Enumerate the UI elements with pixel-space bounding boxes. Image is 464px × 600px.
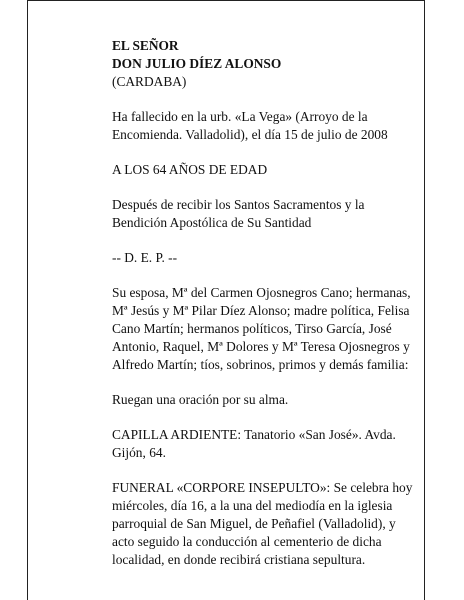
prayer-statement bbox=[112, 391, 452, 409]
funeral-line: acto seguido la conducción al cementerio de dicha bbox=[112, 534, 382, 549]
sacraments-statement bbox=[112, 196, 452, 232]
rip-statement bbox=[112, 249, 452, 267]
family-line: Alfredo Martín; tíos, sobrinos, primos y demás familia: bbox=[112, 357, 409, 372]
chapel-line: CAPILLA ARDIENTE: Tanatorio «San José». Avda. bbox=[112, 427, 396, 442]
family-line: Cano Martín; hermanos políticos, Tirso García, José bbox=[112, 321, 392, 336]
funeral-statement bbox=[112, 479, 452, 569]
funeral-line: localidad, en donde recibirá cristiana sepultura. bbox=[112, 552, 366, 567]
sacraments-line: Después de recibir los Santos Sacramentos y la bbox=[112, 197, 365, 212]
funeral-line: miércoles, día 16, a la una del mediodía en la iglesia bbox=[112, 498, 393, 513]
family-line: Antonio, Raquel, Mª Dolores y Mª Teresa Ojosnegros y bbox=[112, 339, 410, 354]
family-statement bbox=[112, 284, 452, 374]
prayer-line: Ruegan una oración por su alma. bbox=[112, 392, 289, 407]
chapel-statement bbox=[112, 426, 452, 462]
family-line: Mª Jesús y Mª Pilar Díez Alonso; madre política, Felisa bbox=[112, 303, 410, 318]
death-line: Ha fallecido en la urb. «La Vega» (Arroyo de la bbox=[112, 109, 368, 124]
deceased-name: DON JULIO DÍEZ ALONSO bbox=[112, 56, 282, 71]
death-statement bbox=[112, 108, 452, 144]
funeral-line: FUNERAL «CORPORE INSEPULTO»: Se celebra hoy bbox=[112, 480, 413, 495]
heading-title: EL SEÑOR bbox=[112, 38, 179, 53]
family-line: Su esposa, Mª del Carmen Ojosnegros Cano; hermanas, bbox=[112, 285, 411, 300]
funeral-line: parroquial de San Miguel, de Peñafiel (Valladolid), y bbox=[112, 516, 396, 531]
death-line: Encomienda. Valladolid), el día 15 de julio de 2008 bbox=[112, 127, 388, 142]
rip-line: -- D. E. P. -- bbox=[112, 250, 178, 265]
deceased-heading bbox=[112, 37, 452, 91]
age-line: A LOS 64 AÑOS DE EDAD bbox=[112, 162, 268, 177]
age-statement bbox=[112, 161, 452, 179]
chapel-line: Gijón, 64. bbox=[112, 445, 166, 460]
obituary-notice bbox=[112, 37, 452, 586]
deceased-origin: (CARDABA) bbox=[112, 74, 187, 89]
sacraments-line: Bendición Apostólica de Su Santidad bbox=[112, 215, 312, 230]
